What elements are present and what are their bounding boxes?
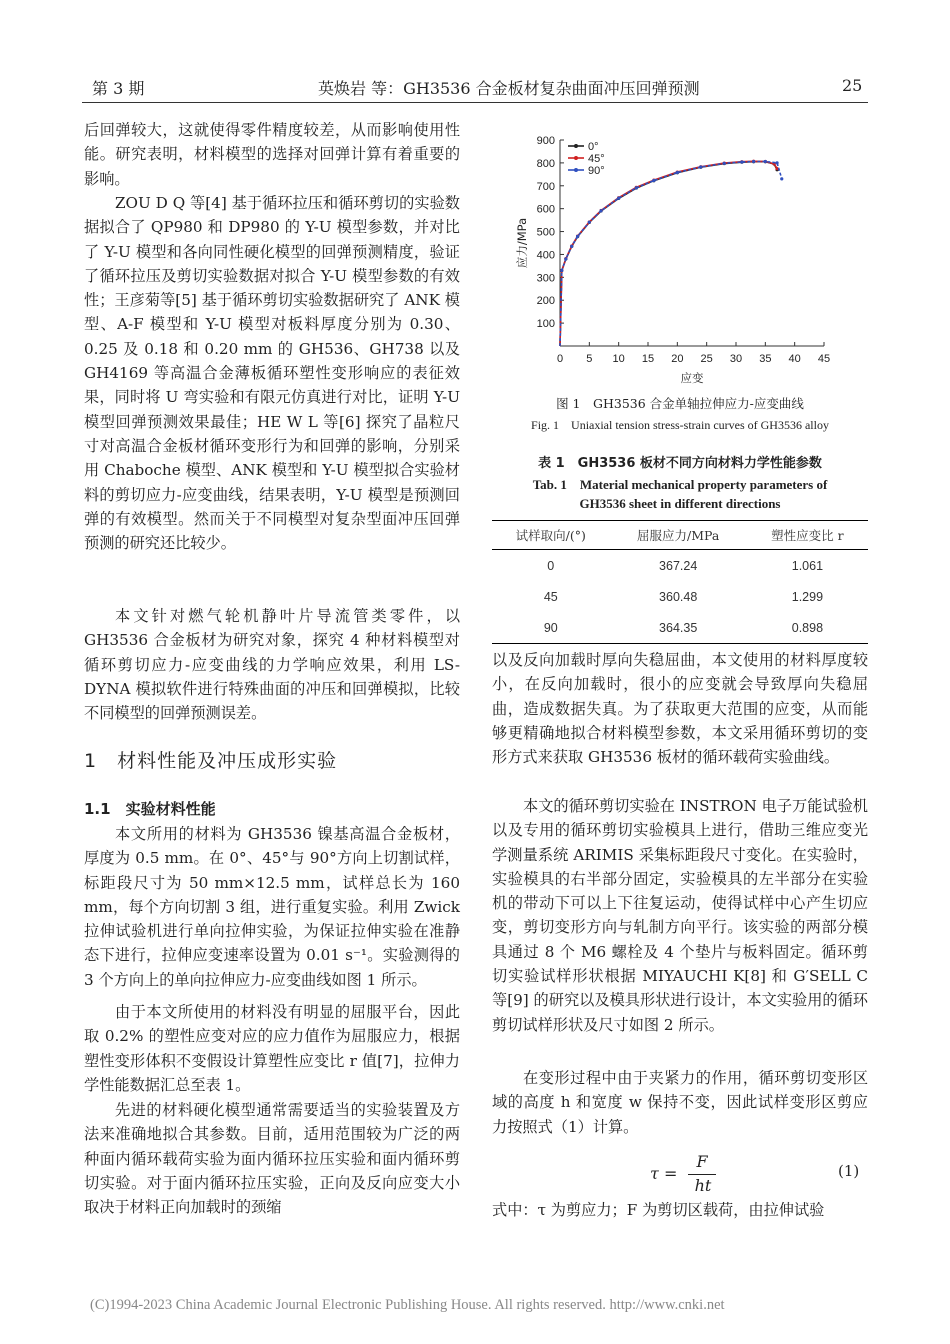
section-heading-1: 1 材料性能及冲压成形实验 [84, 750, 338, 772]
running-title: 英焕岩 等：GH3536 合金板材复杂曲面冲压回弹预测 [318, 79, 700, 98]
fraction-bar [688, 1174, 716, 1175]
table-cell: 45 [543, 589, 558, 604]
data-point [764, 160, 767, 163]
right-paragraph-2: 本文的循环剪切实验在 INSTRON 电子万能试验机以及专用的循环剪切实验模具上进行，借助三维应变光学测量系统 ARIMIS 采集标距段尺寸变化。在实验时，实验模具的右半部分固定，实验模具的左半部分在实验机的带动下可以上下往复运动，使得试样中心产生切应变，剪切变形方向与轧制方向平行。该实验的两部分模具通过 8 个 M6 螺栓及 4 个垫片与板料固定。循环剪切实验试样形状根据 MIYAUCHI K[8] 和 G′SELL C 等[9] 的研究以及模具形状进行设计，本文实验用的循环剪切试样形状及尺寸如图 2 所示。 [492, 797, 868, 1034]
right-paragraph-3: 在变形过程中由于夹紧力的作用，循环剪切变形区域的高度 h 和宽度 w 保持不变，因此试样变形区剪应力按照式（1）计算。 [492, 1069, 868, 1136]
series-line-1 [560, 161, 777, 346]
data-point [699, 165, 702, 168]
table-title-en-1: Tab. 1 Material mechanical property parameters of [532, 477, 828, 492]
header-rule [82, 102, 868, 103]
figure-caption-en: Fig. 1 Uniaxial tension stress-strain curves of GH3536 alloy [531, 418, 829, 432]
y-tick-label: 400 [536, 249, 555, 262]
y-tick-label: 900 [536, 135, 555, 147]
y-axis-title: 应力/MPa [515, 217, 529, 269]
series-line-2 [560, 162, 782, 347]
data-point [652, 179, 655, 182]
legend-marker [574, 144, 578, 148]
data-point [723, 162, 726, 165]
data-point [676, 171, 679, 174]
subsection-heading-1-1: 1.1 实验材料性能 [84, 800, 216, 818]
x-tick-label: 10 [612, 353, 625, 365]
x-tick-label: 45 [817, 353, 831, 365]
issue-number: 第 3 期 [92, 79, 145, 98]
data-point [752, 160, 755, 163]
table-header-row [492, 521, 868, 550]
table-header-cell: 屈服应力/MPa [610, 521, 747, 550]
formula-lhs: τ = [650, 1164, 678, 1183]
table-row [492, 550, 868, 582]
page-number: 25 [842, 76, 863, 95]
x-tick-label: 25 [700, 353, 713, 365]
y-tick-label: 100 [536, 318, 555, 331]
series-line-0 [560, 162, 777, 346]
table-row [492, 612, 868, 644]
x-tick-label: 40 [788, 353, 801, 365]
data-point [564, 257, 567, 260]
legend-label: 90° [588, 165, 605, 177]
legend-label: 0° [588, 141, 599, 153]
left-paragraph-3: 本文针对燃气轮机静叶片导流管类零件，以 GH3536 合金板材为研究对象，探究 4 种材料模型对循环剪切应力-应变曲线的力学响应效果，利用 LS-DYNA 模拟软件进行特殊曲面的冲压和回弹模拟，比较不同模型的回弹预测误差。 [84, 607, 460, 723]
left-paragraph-5: 由于本文所使用的材料没有明显的屈服平台，因此取 0.2% 的塑性应变对应的应力值作为屈服应力，根据塑性变形体积不变假设计算塑性应变比 r 值[7]，拉伸力学性能数据汇总至表 1。 [84, 1003, 460, 1094]
material-properties-table [492, 520, 868, 644]
table-cell: 0.898 [747, 612, 868, 644]
table-cell: 90 [492, 612, 610, 644]
data-point [576, 235, 579, 238]
left-paragraph-1: 后回弹较大，这就使得零件精度较差，从而影响使用性能。研究表明，材料模型的选择对回弹计算有着重要的影响。 [84, 121, 460, 188]
y-tick-label: 300 [536, 272, 555, 285]
table-cell: 1.299 [791, 589, 824, 604]
legend-marker [574, 156, 578, 160]
legend-marker [574, 168, 578, 172]
x-tick-label: 30 [729, 353, 743, 365]
right-paragraph-1: 以及反向加载时厚向失稳屈曲，本文使用的材料厚度较小，在反向加载时，很小的应变就会导致厚向失稳屈曲，造成数据失真。为了获取更大范围的应变，从而能够更精确地拟合材料模型参数，本文采用循环剪切的变形方式来获取 GH3536 板材的循环载荷实验曲线。 [492, 651, 868, 767]
legend-label: 45° [588, 153, 605, 165]
data-point [780, 177, 783, 180]
data-point [560, 269, 563, 272]
table-title-en-2: GH3536 sheet in different directions [579, 496, 781, 511]
equation-number: (1) [838, 1162, 860, 1180]
data-point [570, 245, 573, 248]
data-point [635, 186, 638, 189]
left-paragraph-4: 本文所用的材料为 GH3536 镍基高温合金板材，厚度为 0.5 mm。在 0°、45°与 90°方向上切割试样，标距段尺寸为 50 mm×12.5 mm，试样总长为 160 mm，每个方向切割 3 组，进行重复实验。利用 Zwick 拉伸试验机进行单向拉伸实验，为保证拉伸实验在准静态下进行，拉伸应变速率设置为 0.01 s⁻¹。实验测得的 3 个方向上的单向拉伸应力-应变曲线如图 1 所示。 [84, 825, 460, 989]
table-cell: 1.061 [791, 558, 824, 573]
y-tick-label: 500 [536, 226, 555, 239]
x-axis-title: 应变 [680, 371, 704, 385]
formula-numerator: F [696, 1152, 708, 1171]
table-cell: 364.35 [610, 612, 747, 644]
table-cell: 360.48 [659, 589, 698, 604]
x-tick-label: 20 [671, 353, 684, 365]
left-paragraph-6: 先进的材料硬化模型通常需要适当的实验装置及方法来准确地拟合其参数。目前，适用范围较为广泛的两种面内循环载荷实验为面内循环拉压实验和面内循环剪切实验。对于面内循环拉压实验，正向及反向应变大小取决于材料正向加载时的颈缩 [84, 1101, 460, 1217]
data-point [588, 221, 591, 224]
table-row [492, 581, 868, 612]
y-tick-label: 200 [536, 295, 555, 308]
formula-denominator: ht [694, 1176, 712, 1195]
data-point [740, 160, 743, 163]
y-tick-label: 800 [536, 157, 555, 170]
table-cell: 0 [547, 558, 555, 573]
data-point [617, 197, 620, 200]
x-tick-label: 35 [759, 353, 772, 365]
x-tick-label: 0 [556, 353, 564, 365]
left-paragraph-2: ZOU D Q 等[4] 基于循环拉压和循环剪切的实验数据拟合了 QP980 和 DP980 的 Y-U 模型参数，并对比了 Y-U 模型和各向同性硬化模型的回弹预测精度，验证了循环拉压及剪切实验数据对拟合 Y-U 模型参数的有效性；王彦菊等[5] 基于循环剪切实验数据研究了 ANK 模型、A-F 模型和 Y-U 模型对板料厚度分别为 0.30、0.25 及 0.18 和 0.20 mm 的 GH536、GH738 以及 GH4169 等高温合金薄板循环塑性变形响应的表征效果，同时将 U 弯实验和有限元仿真进行对比，证明 Y-U 模型回弹预测效果最佳；HE W L 等[6] 探究了晶粒尺寸对高温合金板材循环变形行为和回弹的影响，分别采用 Chaboche 模型、ANK 模型和 Y-U 模型拟合实验材料的剪切应力-应变曲线，结果表明，Y-U 模型是预测回弹的有效模型。然而关于不同模型对复杂型面冲压回弹预测的研究还比较少。 [84, 194, 460, 553]
right-paragraph-4: 式中：τ 为剪应力；F 为剪切区载荷，由拉伸试验 [492, 1201, 825, 1219]
stress-strain-chart [508, 130, 848, 392]
table-header-cell: 试样取向/(°) [492, 521, 610, 550]
y-tick-label: 700 [536, 180, 555, 193]
data-point [599, 209, 602, 212]
table-cell: 367.24 [659, 558, 698, 573]
copyright-footer: (C)1994-2023 China Academic Journal Electronic Publishing House. All rights reserved. http://www.cnki.net [90, 1297, 725, 1313]
data-point [775, 161, 778, 164]
table-header-cell: 塑性应变比 r [747, 521, 868, 550]
figure-caption-cn: 图 1 GH3536 合金单轴拉伸应力-应变曲线 [556, 396, 804, 411]
y-tick-label: 600 [536, 203, 555, 216]
x-tick-label: 5 [586, 353, 593, 365]
x-tick-label: 15 [641, 353, 655, 365]
table-title-cn: 表 1 GH3536 板材不同方向材料力学性能参数 [538, 456, 822, 471]
